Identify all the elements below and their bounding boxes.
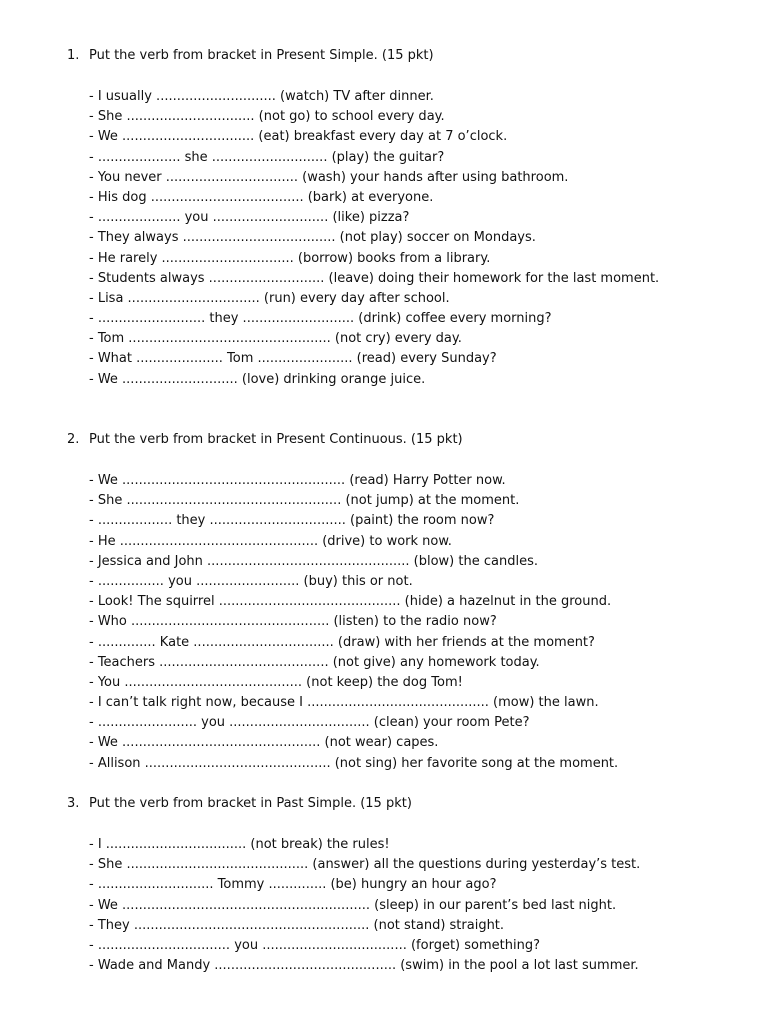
exercise-2-item-5: - Jessica and John ................................................. (blow) the candles. (89, 553, 538, 569)
exercise-2-item-10: - Teachers ......................................... (not give) any homework today. (89, 654, 540, 670)
exercise-2-item-12: - I can’t talk right now, because I ............................................ (mow) the lawn. (89, 695, 599, 711)
exercise-3-heading (0, 794, 768, 814)
exercise-1-item-11: - Lisa ................................ (run) every day after school. (89, 290, 450, 306)
exercise-2-item-11: - You ........................................... (not keep) the dog Tom! (89, 674, 463, 690)
exercise-3 (0, 794, 768, 974)
exercise-1-item-1: - I usually ............................. (watch) TV after dinner. (89, 89, 434, 104)
exercise-3-items (89, 835, 759, 976)
exercise-1-heading (0, 46, 768, 66)
exercise-2-item-3: - .................. they ................................. (paint) the room now? (89, 513, 495, 529)
exercise-1-item-10: - Students always ............................ (leave) doing their homework for the last moment. (89, 270, 660, 286)
exercise-1-item-6: - His dog ..................................... (bark) at everyone. (89, 189, 434, 205)
exercise-1-item-2: - She ............................... (not go) to school every day. (89, 109, 445, 125)
exercise-1-instruction: Put the verb from bracket in Present Simple. (15 pkt) (89, 48, 434, 63)
exercise-1-item-4: - .................... she ............................ (play) the guitar? (89, 149, 445, 165)
exercise-3-item-3: - ............................ Tommy .............. (be) hungry an hour ago? (89, 877, 497, 893)
exercise-2-heading (0, 430, 768, 450)
exercise-1-item-9: - He rarely ................................ (borrow) books from a library. (89, 250, 491, 266)
exercise-2-item-7: - Look! The squirrel ............................................ (hide) a hazelnut in the ground. (89, 594, 612, 610)
exercise-2-item-8: - Who ................................................ (listen) to the radio now? (89, 614, 497, 630)
exercise-2-item-9: - .............. Kate .................................. (draw) with her friends at the moment? (89, 634, 595, 650)
exercise-2 (0, 430, 768, 771)
exercise-3-item-4: - We ............................................................ (sleep) in our parent’s bed last night. (89, 897, 617, 913)
exercise-1-item-3: - We ................................ (eat) breakfast every day at 7 o’clock. (89, 129, 508, 145)
exercise-1-item-13: - Tom ................................................. (not cry) every day. (89, 331, 462, 347)
exercise-2-item-1: - We ...................................................... (read) Harry Potter now. (89, 473, 506, 488)
exercise-2-item-2: - She .................................................... (not jump) at the moment. (89, 493, 520, 509)
exercise-2-item-4: - He ................................................ (drive) to work now. (89, 533, 452, 549)
exercise-3-item-5: - They ......................................................... (not stand) straight. (89, 917, 505, 933)
exercise-1-item-7: - .................... you ............................ (like) pizza? (89, 210, 410, 226)
exercise-2-item-15: - Allison ............................................. (not sing) her favorite song at the moment. (89, 755, 619, 771)
exercise-3-item-7: - Wade and Mandy ............................................ (swim) in the pool a lot last summer. (89, 958, 639, 974)
exercise-3-item-2: - She ............................................ (answer) all the questions during yesterday’s test. (89, 857, 641, 873)
exercise-3-item-1: - I .................................. (not break) the rules! (89, 837, 390, 852)
exercise-2-number: 2. (67, 432, 80, 447)
exercise-1 (0, 46, 768, 387)
exercise-2-instruction: Put the verb from bracket in Present Continuous. (15 pkt) (89, 432, 463, 447)
exercise-3-number: 3. (67, 796, 80, 811)
exercise-1-item-15: - We ............................ (love) drinking orange juice. (89, 371, 426, 387)
exercise-1-item-14: - What ..................... Tom ....................... (read) every Sunday? (89, 351, 497, 367)
exercise-2-item-13: - ........................ you .................................. (clean) your room Pete? (89, 715, 530, 731)
exercise-1-item-5: - You never ................................ (wash) your hands after using bathroom. (89, 169, 569, 185)
exercise-1-number: 1. (67, 48, 80, 63)
exercise-1-items (89, 87, 759, 390)
exercise-2-item-14: - We ................................................ (not wear) capes. (89, 735, 439, 751)
exercise-1-item-12: - .......................... they ........................... (drink) coffee every morning? (89, 311, 552, 327)
exercise-3-instruction: Put the verb from bracket in Past Simple. (15 pkt) (89, 796, 412, 811)
exercise-2-items (89, 471, 759, 774)
exercise-2-item-6: - ................ you ......................... (buy) this or not. (89, 573, 413, 589)
exercise-3-item-6: - ................................ you ................................... (forget) something? (89, 937, 540, 953)
exercise-1-item-8: - They always ..................................... (not play) soccer on Mondays. (89, 230, 536, 246)
